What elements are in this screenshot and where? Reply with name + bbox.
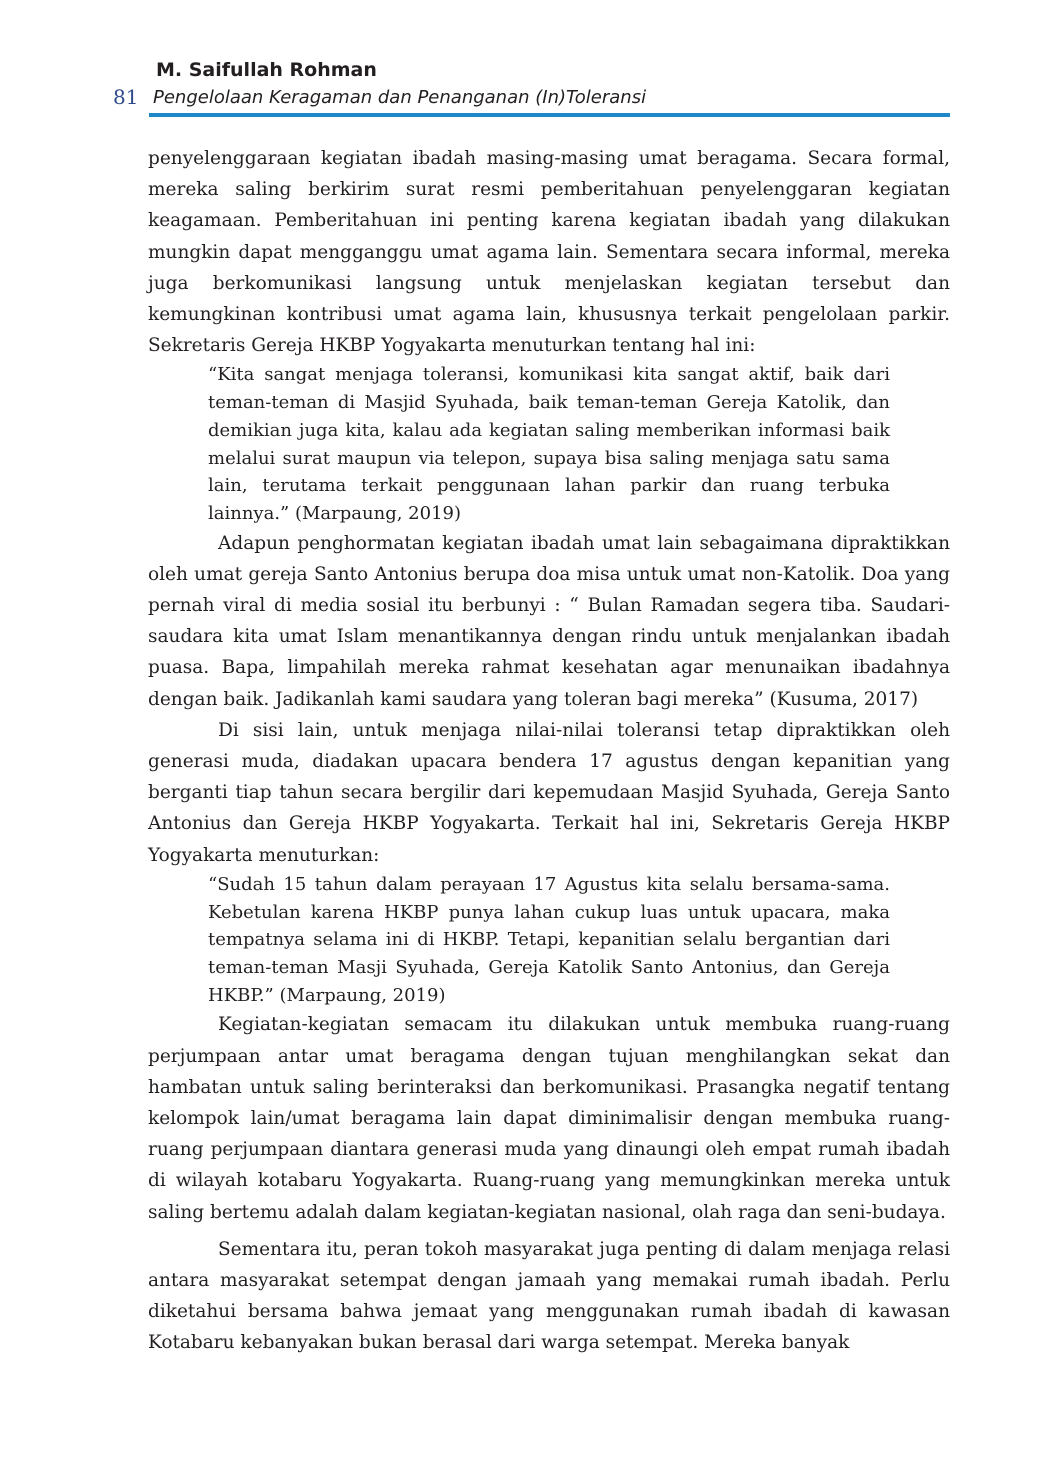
header-rule xyxy=(149,113,950,117)
author-name: M. Saifullah Rohman xyxy=(156,59,377,81)
page-header xyxy=(0,0,1039,120)
running-title: Pengelolaan Keragaman dan Penanganan (In)Toleransi xyxy=(153,87,647,108)
paragraph-5: Sementara itu, peran tokoh masyarakat juga penting di dalam menjaga relasi antara masyarakat setempat dengan jamaah yang memakai rumah ibadah. Perlu diketahui bersama bahwa jemaat yang menggunakan rumah ibadah di kawasan Kotabaru kebanyakan bukan berasal dari warga setempat. Mereka banyak xyxy=(148,1238,950,1354)
page-number: 81 xyxy=(113,85,139,109)
paragraph-4: Kegiatan-kegiatan semacam itu dilakukan untuk membuka ruang-ruang perjumpaan antar umat beragama dengan tujuan menghilangkan sekat dan hambatan untuk saling berinteraksi dan berkomunikasi. Prasangka negatif tentang kelompok lain/umat beragama lain dapat diminimalisir dengan membuka ruang-ruang perjumpaan diantara generasi muda yang dinaungi oleh empat rumah ibadah di wilayah kotabaru Yogyakarta. Ruang-ruang yang memungkinkan mereka untuk saling bertemu adalah dalam kegiatan-kegiatan nasional, olah raga dan seni-budaya. xyxy=(148,1014,950,1223)
paragraph-2: Adapun penghormatan kegiatan ibadah umat lain sebagaimana dipraktikkan oleh umat gereja Santo Antonius berupa doa misa untuk umat non-Katolik. Doa yang pernah viral di media sosial itu berbunyi : “ Bulan Ramadan segera tiba. Saudari-saudara kita umat Islam menantikannya dengan rindu untuk menjalankan ibadah puasa. Bapa, limpahilah mereka rahmat kesehatan agar menunaikan ibadahnya dengan baik. Jadikanlah kami saudara yang toleran bagi mereka” (Kusuma, 2017) xyxy=(148,532,950,710)
block-quote-2: “Sudah 15 tahun dalam perayaan 17 Agustus kita selalu bersama-sama. Kebetulan karena HKBP punya lahan cukup luas untuk upacara, maka tempatnya selama ini di HKBP. Tetapi, kepanitian selalu bergantian dari teman-teman Masji Syuhada, Gereja Katolik Santo Antonius, dan Gereja HKBP.” (Marpaung, 2019) xyxy=(208,873,890,1006)
paragraph-1: penyelenggaraan kegiatan ibadah masing-masing umat beragama. Secara formal, mereka saling berkirim surat resmi pemberitahuan penyelenggaran kegiatan keagamaan. Pemberitahuan ini penting karena kegiatan ibadah yang dilakukan mungkin dapat mengganggu umat agama lain. Sementara secara informal, mereka juga berkomunikasi langsung untuk menjelaskan kegiatan tersebut dan kemungkinan kontribusi umat agama lain, khususnya terkait pengelolaan parkir. Sekretaris Gereja HKBP Yogyakarta menuturkan tentang hal ini: xyxy=(148,148,950,357)
page-body xyxy=(148,143,950,1359)
block-quote-1: “Kita sangat menjaga toleransi, komunikasi kita sangat aktif, baik dari teman-teman di Masjid Syuhada, baik teman-teman Gereja Katolik, dan demikian juga kita, kalau ada kegiatan saling memberikan informasi baik melalui surat maupun via telepon, supaya bisa saling menjaga satu sama lain, terutama terkait penggunaan lahan parkir dan ruang terbuka lainnya.” (Marpaung, 2019) xyxy=(208,364,890,524)
paragraph-3: Di sisi lain, untuk menjaga nilai-nilai toleransi tetap dipraktikkan oleh generasi muda, diadakan upacara bendera 17 agustus dengan kepanitian yang berganti tiap tahun secara bergilir dari kepemudaan Masjid Syuhada, Gereja Santo Antonius dan Gereja HKBP Yogyakarta. Terkait hal ini, Sekretaris Gereja HKBP Yogyakarta menuturkan: xyxy=(148,719,950,866)
